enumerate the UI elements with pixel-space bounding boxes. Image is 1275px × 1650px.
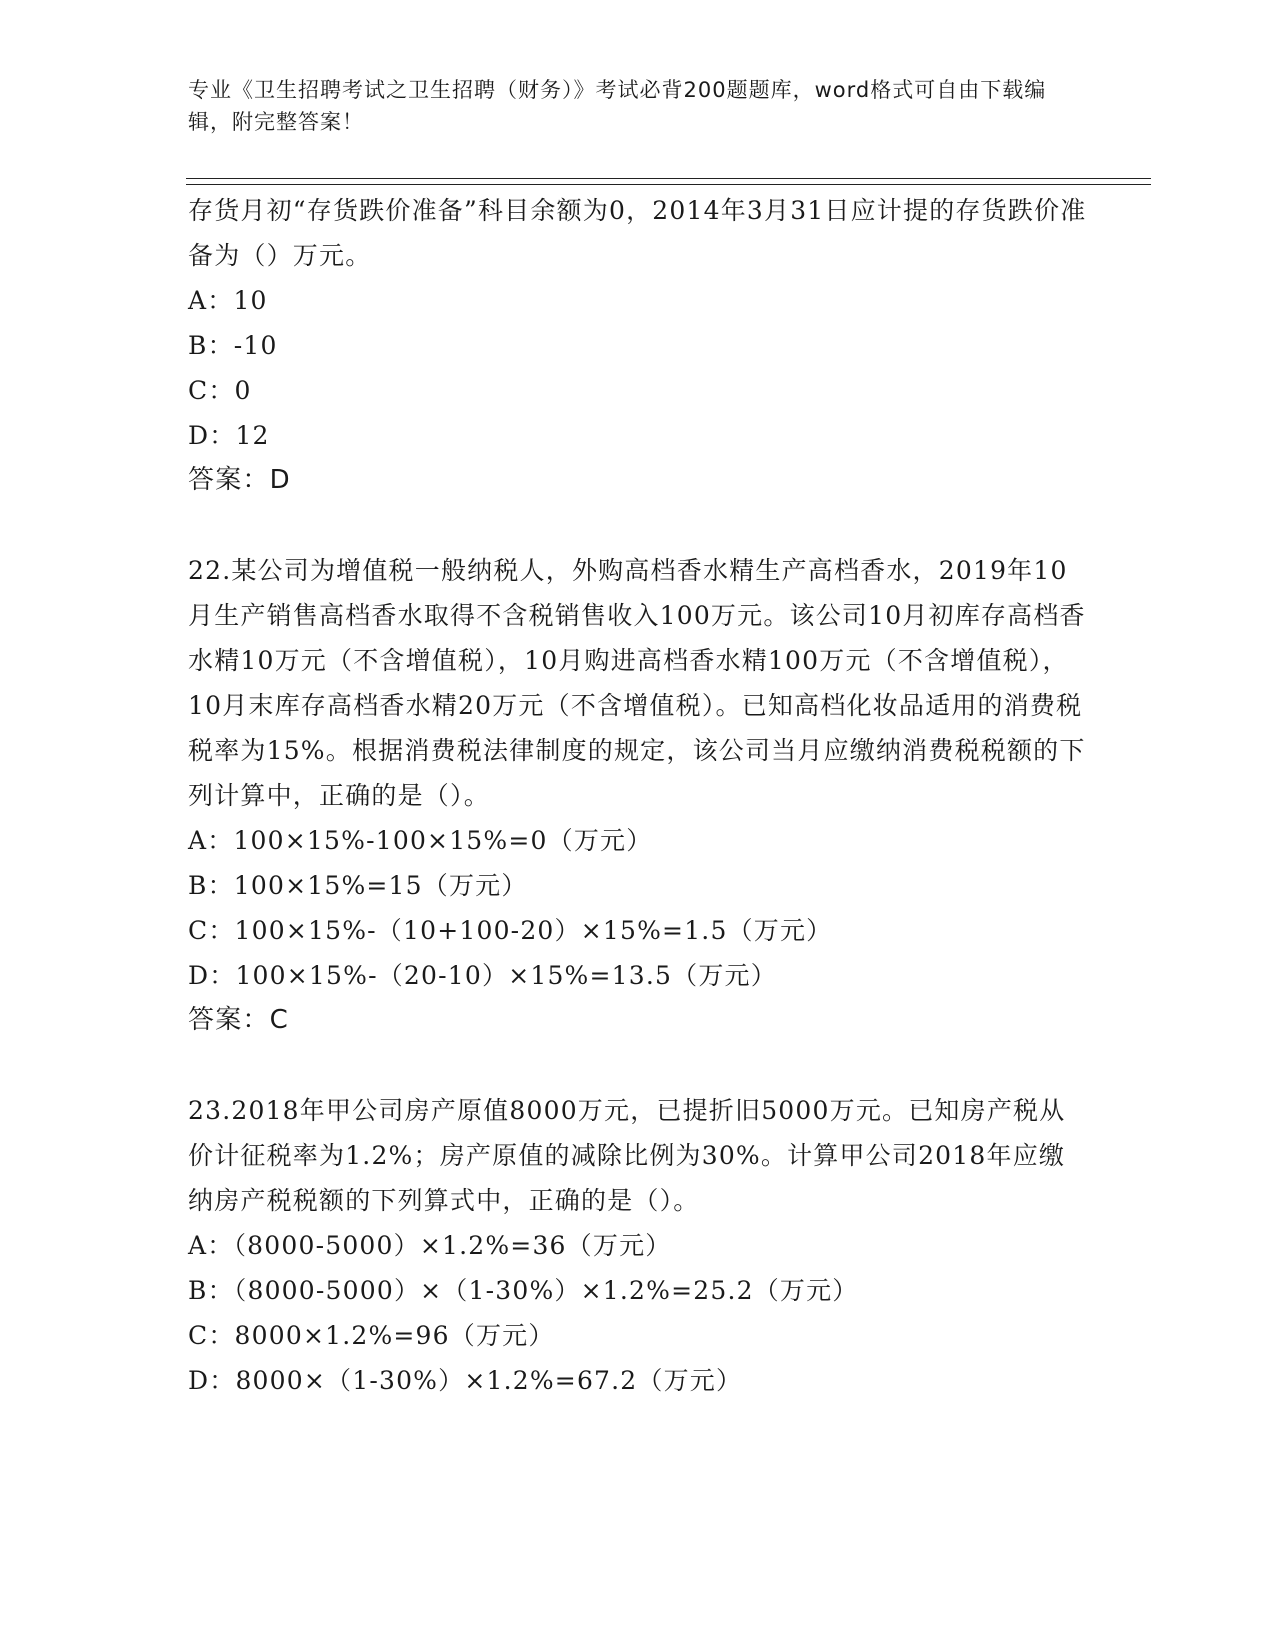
- answer: 答案：D: [188, 465, 291, 495]
- question-23: [188, 1088, 1088, 1403]
- option-a: A：100×15%-100×15%=0（万元）: [188, 826, 653, 855]
- header-rule-top: [186, 178, 1151, 179]
- answer: 答案：C: [188, 1005, 289, 1035]
- question-text: 存货月初“存货跌价准备”科目余额为0，2014年3月31日应计提的存货跌价准备为（）万元。: [188, 196, 1087, 270]
- option-c: C：100×15%-（10+100-20）×15%=1.5（万元）: [188, 916, 833, 945]
- option-b: B：（8000-5000）×（1-30%）×1.2%=25.2（万元）: [188, 1276, 859, 1305]
- option-a: A：（8000-5000）×1.2%=36（万元）: [188, 1231, 672, 1260]
- option-d: D：12: [188, 421, 270, 450]
- question-22: [188, 548, 1088, 1043]
- question-text: 22.某公司为增值税一般纳税人，外购高档香水精生产高档香水，2019年10月生产销售高档香水取得不含税销售收入100万元。该公司10月初库存高档香水精10万元（不含增值税），10月购进高档香水精100万元（不含增值税），10月末库存高档香水精20万元（不含增值税）。已知高档化妆品适用的消费税税率为15%。根据消费税法律制度的规定，该公司当月应缴纳消费税税额的下列计算中，正确的是（）。: [188, 556, 1086, 810]
- option-c: C：8000×1.2%=96（万元）: [188, 1321, 555, 1350]
- option-b: B：-10: [188, 331, 278, 360]
- option-d: D：8000×（1-30%）×1.2%=67.2（万元）: [188, 1366, 743, 1395]
- option-b: B：100×15%=15（万元）: [188, 871, 528, 900]
- document-header: 专业《卫生招聘考试之卫生招聘（财务）》考试必背200题题库，word格式可自由下载编辑，附完整答案！: [188, 78, 1047, 134]
- question-21: [188, 188, 1088, 503]
- option-a: A：10: [188, 286, 268, 315]
- option-d: D：100×15%-（20-10）×15%=13.5（万元）: [188, 961, 777, 990]
- header-rule-bottom: [186, 184, 1151, 185]
- option-c: C：0: [188, 376, 252, 405]
- question-text: 23.2018年甲公司房产原值8000万元，已提折旧5000万元。已知房产税从价计征税率为1.2%；房产原值的减除比例为30%。计算甲公司2018年应缴纳房产税税额的下列算式中，正确的是（）。: [188, 1096, 1066, 1215]
- question-list: [188, 188, 1088, 1403]
